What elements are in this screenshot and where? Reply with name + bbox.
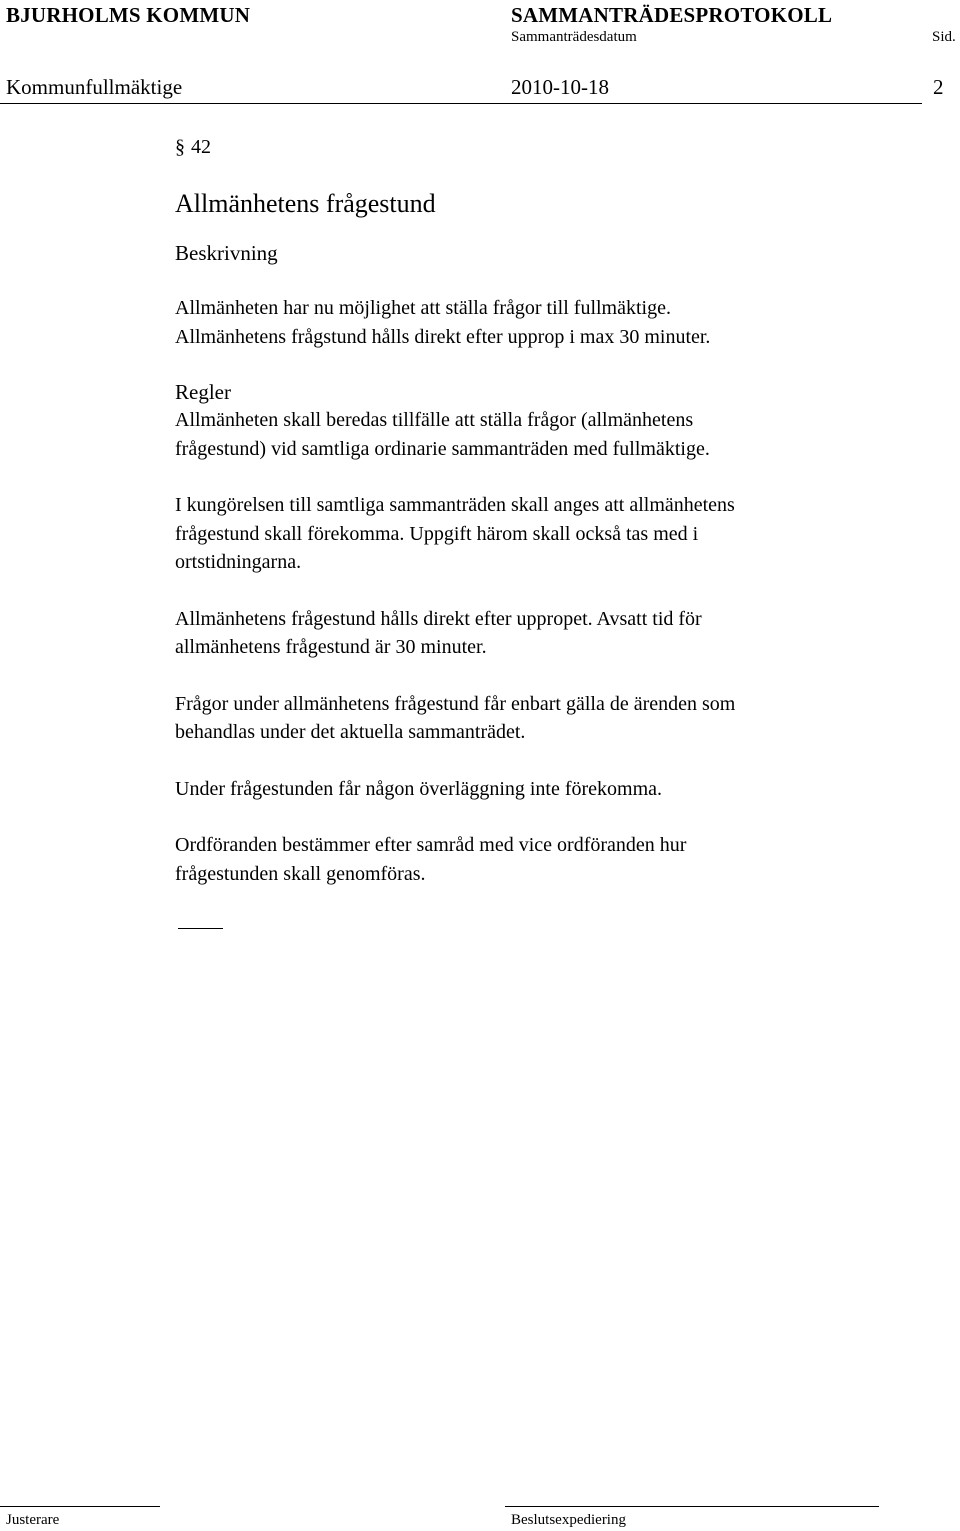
rule-paragraph: Allmänhetens frågestund hålls direkt efter uppropet. Avsatt tid för allmänhetens frågestund är 30 minuter. bbox=[175, 607, 702, 658]
rule-paragraph: I kungörelsen till samtliga sammanträden skall anges att allmänhetens frågestund skall förekomma. Uppgift härom skall också tas med i ortstidningarna. bbox=[175, 494, 735, 573]
section-title: Allmänhetens frågestund bbox=[175, 189, 436, 218]
section-number-value: 42 bbox=[191, 136, 211, 158]
justerare-signature-line bbox=[0, 1506, 160, 1507]
justerare-label: Justerare bbox=[6, 1512, 60, 1528]
section-end-rule bbox=[178, 928, 223, 929]
beslutsexpediering-signature-line bbox=[505, 1506, 879, 1507]
page-number: 2 bbox=[933, 75, 944, 99]
organization-name: BJURHOLMS KOMMUN bbox=[6, 3, 251, 27]
rules-heading: Regler bbox=[175, 380, 231, 404]
rule-paragraph: Allmänheten skall beredas tillfälle att ställa frågor (allmänhetens frågestund) vid samtliga ordinarie sammanträden med fullmäktige. bbox=[175, 409, 710, 460]
rule-paragraph: Ordföranden bestämmer efter samråd med vice ordföranden hur frågestunden skall genomföras. bbox=[175, 834, 687, 885]
description-heading: Beskrivning bbox=[175, 241, 278, 265]
header-divider bbox=[0, 103, 922, 104]
section-number bbox=[175, 133, 895, 161]
document-type: SAMMANTRÄDESPROTOKOLL bbox=[511, 3, 833, 27]
meeting-date: 2010-10-18 bbox=[511, 75, 609, 99]
section-sign: § bbox=[175, 136, 185, 158]
description-text: Allmänheten har nu möjlighet att ställa frågor till fullmäktige. Allmänhetens frågstund hålls direkt efter upprop i max 30 minuter. bbox=[175, 297, 711, 348]
governing-body: Kommunfullmäktige bbox=[6, 75, 183, 99]
beslutsexpediering-label: Beslutsexpediering bbox=[511, 1512, 626, 1528]
page-label: Sid. bbox=[932, 29, 956, 45]
rule-paragraph: Frågor under allmänhetens frågestund får enbart gälla de ärenden som behandlas under det aktuella sammanträdet. bbox=[175, 692, 736, 743]
meeting-date-label: Sammanträdesdatum bbox=[511, 29, 637, 45]
rule-paragraph: Under frågestunden får någon överläggning inte förekomma. bbox=[175, 777, 663, 800]
protocol-section bbox=[175, 133, 895, 888]
